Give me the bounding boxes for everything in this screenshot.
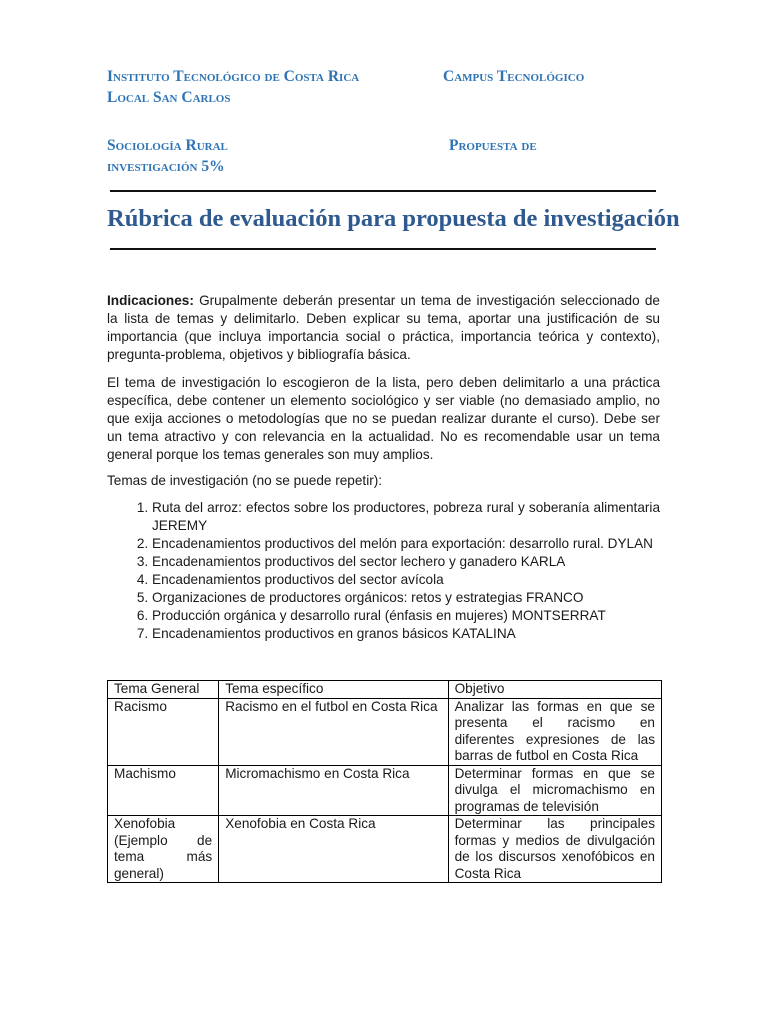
delimitation-paragraph: El tema de investigación lo escogieron de la lista, pero deben delimitarlo a una práctica específica, debe contener un elemento sociológico y ser viable (no demasiado amplio, no que exija acciones o metodologías que no se puedan realizar durante el curso). Debe ser un tema atractivo y con relevancia en la actualidad. No es recomendable usar un tema general porque los temas generales son muy amplios. (107, 375, 660, 462)
top-divider (110, 190, 656, 192)
instructions-paragraph (107, 292, 660, 364)
campus-location: Local San Carlos (107, 89, 231, 106)
table-row (108, 765, 662, 816)
instructions-text: Grupalmente deberán presentar un tema de investigación seleccionado de la lista de temas y delimitarlo. Deben explicar su tema, aportar una justificación de su importancia (que incluya importancia social o práctica, importancia teórica y contexto), pregunta-problema, objetivos y bibliografía básica. (107, 293, 660, 362)
table-cell: Racismo en el futbol en Costa Rica (219, 698, 448, 765)
table-cell: Micromachismo en Costa Rica (219, 765, 448, 816)
example-table (107, 680, 662, 883)
column-header: Tema específico (219, 681, 448, 699)
institution-name: Instituto Tecnológico de Costa Rica (107, 68, 360, 85)
table-cell: Xenofobia (Ejemplo de tema más general) (108, 816, 219, 883)
topics-intro: Temas de investigación (no se puede repetir): (107, 473, 383, 488)
table-header-row (108, 681, 662, 699)
bottom-divider (110, 248, 656, 250)
list-item: 7. Encadenamientos productivos en granos básicos KATALINA (152, 625, 660, 643)
table-cell: Xenofobia en Costa Rica (219, 816, 448, 883)
table-cell: Racismo (108, 698, 219, 765)
topics-list (107, 499, 660, 643)
course-name: Sociología Rural (107, 137, 228, 154)
table-cell: Machismo (108, 765, 219, 816)
list-item: 1. Ruta del arroz: efectos sobre los productores, pobreza rural y soberanía alimentaria JEREMY (152, 499, 660, 535)
proposal-weight: investigación 5% (107, 158, 225, 175)
page-title: Rúbrica de evaluación para propuesta de investigación (107, 205, 680, 232)
instructions-label: Indicaciones: (107, 293, 194, 308)
list-item: 3. Encadenamientos productivos del sector lechero y ganadero KARLA (152, 553, 660, 571)
table-cell: Determinar las principales formas y medios de divulgación de los discursos xenofóbicos en Costa Rica (448, 816, 661, 883)
list-item: 5. Organizaciones de productores orgánicos: retos y estrategias FRANCO (152, 589, 660, 607)
campus-label: Campus Tecnológico (443, 68, 585, 85)
table-row (108, 816, 662, 883)
table-cell: Determinar formas en que se divulga el micromachismo en programas de televisión (448, 765, 661, 816)
column-header: Tema General (108, 681, 219, 699)
proposal-label: Propuesta de (449, 137, 537, 154)
table-row (108, 698, 662, 765)
table-cell: Analizar las formas en que se presenta el racismo en diferentes expresiones de las barras de futbol en Costa Rica (448, 698, 661, 765)
column-header: Objetivo (448, 681, 661, 699)
list-item: 6. Producción orgánica y desarrollo rural (énfasis en mujeres) MONTSERRAT (152, 607, 660, 625)
list-item: 2. Encadenamientos productivos del melón para exportación: desarrollo rural. DYLAN (152, 535, 660, 553)
list-item: 4. Encadenamientos productivos del sector avícola (152, 571, 660, 589)
